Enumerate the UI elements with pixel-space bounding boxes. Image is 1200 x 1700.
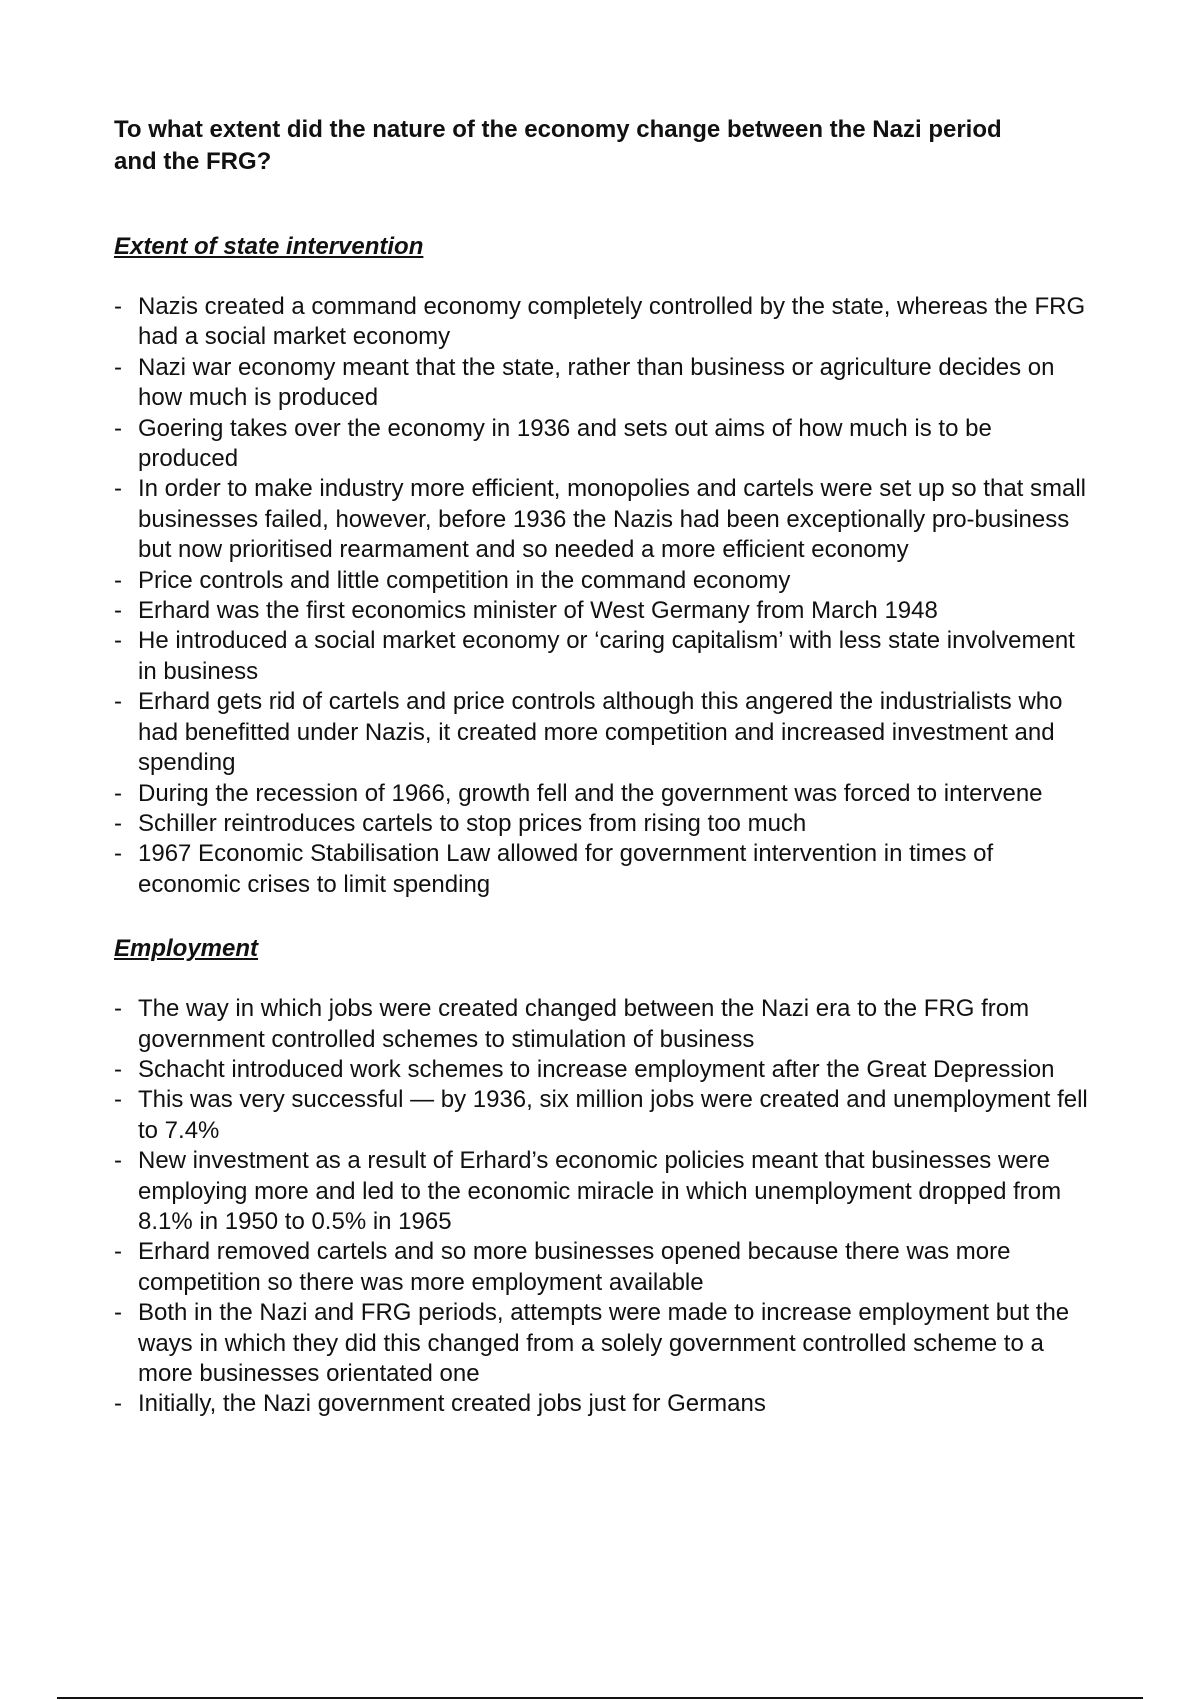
bullet-text: Schacht introduced work schemes to increase employment after the Great Depression xyxy=(138,1055,1055,1083)
bullet-text: The way in which jobs were created changed between the Nazi era to the FRG from government controlled schemes to stimulation of business xyxy=(138,995,1030,1053)
bullet-dash: - xyxy=(114,1086,122,1114)
bullet-item xyxy=(114,779,1094,809)
document-page xyxy=(114,114,1094,1420)
bullet-text: Both in the Nazi and FRG periods, attempts were made to increase employment but the ways in which they did this changed from a solely government controlled scheme to a more businesses orientated one xyxy=(138,1299,1070,1387)
bullet-item xyxy=(114,687,1094,778)
bullet-dash: - xyxy=(114,1055,122,1083)
bullet-item xyxy=(114,1298,1094,1389)
bullet-text: During the recession of 1966, growth fell and the government was forced to intervene xyxy=(138,779,1043,807)
document-title: To what extent did the nature of the economy change between the Nazi period and the FRG? xyxy=(114,116,1002,175)
bullet-item xyxy=(114,353,1094,414)
bullet-text: Nazis created a command economy completely controlled by the state, whereas the FRG had a social market economy xyxy=(138,293,1086,351)
bullet-dash: - xyxy=(114,1238,122,1266)
bullet-dash: - xyxy=(114,293,122,320)
bullet-item xyxy=(114,292,1094,353)
bullet-dash: - xyxy=(114,1390,122,1418)
bullet-dash: - xyxy=(114,627,122,655)
bullet-dash: - xyxy=(114,414,122,442)
bullet-dash: - xyxy=(114,1147,122,1175)
bullet-dash: - xyxy=(114,995,122,1023)
bullet-item xyxy=(114,1146,1094,1237)
bullet-text: Erhard was the first economics minister of West Germany from March 1948 xyxy=(138,597,938,625)
bullet-dash: - xyxy=(114,566,122,594)
bullet-dash: - xyxy=(114,475,122,503)
bullet-item xyxy=(114,809,1094,839)
bullet-item xyxy=(114,414,1094,475)
bullet-text: Erhard removed cartels and so more businesses opened because there was more competition so there was more employment available xyxy=(138,1238,1011,1296)
bullet-item xyxy=(114,994,1094,1055)
page-bottom-rule xyxy=(57,1697,1143,1699)
bullet-item xyxy=(114,839,1094,900)
bullet-text: Erhard gets rid of cartels and price controls although this angered the industrialists who had benefitted under Nazis, it created more competition and increased investment and spending xyxy=(138,688,1063,777)
bullet-text: He introduced a social market economy or ‘caring capitalism’ with less state involvement in business xyxy=(138,627,1075,685)
bullet-text: Nazi war economy meant that the state, rather than business or agriculture decides on how much is produced xyxy=(138,353,1055,412)
bullet-dash: - xyxy=(114,353,122,381)
bullet-text: Schiller reintroduces cartels to stop prices from rising too much xyxy=(138,809,807,837)
bullet-item xyxy=(114,474,1094,565)
bullet-dash: - xyxy=(114,1299,122,1327)
bullet-item xyxy=(114,1389,1094,1419)
bullet-dash: - xyxy=(114,840,122,868)
bullet-text: This was very successful — by 1936, six million jobs were created and unemployment fell to 7.4% xyxy=(138,1086,1088,1144)
bullet-dash: - xyxy=(114,597,122,625)
bullet-dash: - xyxy=(114,809,122,837)
bullet-item xyxy=(114,1237,1094,1298)
bullet-list-state-intervention xyxy=(114,292,1094,900)
bullet-item xyxy=(114,566,1094,596)
bullet-text: 1967 Economic Stabilisation Law allowed for government intervention in times of economic crises to limit spending xyxy=(138,840,994,898)
bullet-text: In order to make industry more efficient, monopolies and cartels were set up so that small businesses failed, however, before 1936 the Nazis had been exceptionally pro-business but now prioritised rearmament and so needed a more efficient economy xyxy=(138,475,1087,564)
bullet-list-employment xyxy=(114,994,1094,1420)
section-heading-state-intervention: Extent of state intervention xyxy=(114,233,424,260)
bullet-item xyxy=(114,1055,1094,1085)
bullet-text: Price controls and little competition in the command economy xyxy=(138,566,791,594)
bullet-dash: - xyxy=(114,688,122,716)
bullet-item xyxy=(114,1085,1094,1146)
bullet-item xyxy=(114,626,1094,687)
bullet-text: Goering takes over the economy in 1936 and sets out aims of how much is to be produced xyxy=(138,414,992,473)
bullet-dash: - xyxy=(114,779,122,807)
bullet-item xyxy=(114,596,1094,626)
section-heading-employment: Employment xyxy=(114,935,259,963)
bullet-text: Initially, the Nazi government created jobs just for Germans xyxy=(138,1390,766,1418)
bullet-text: New investment as a result of Erhard’s economic policies meant that businesses were employing more and led to the economic miracle in which unemployment dropped from 8.1% in 1950 to 0.5% in 1965 xyxy=(138,1147,1062,1235)
